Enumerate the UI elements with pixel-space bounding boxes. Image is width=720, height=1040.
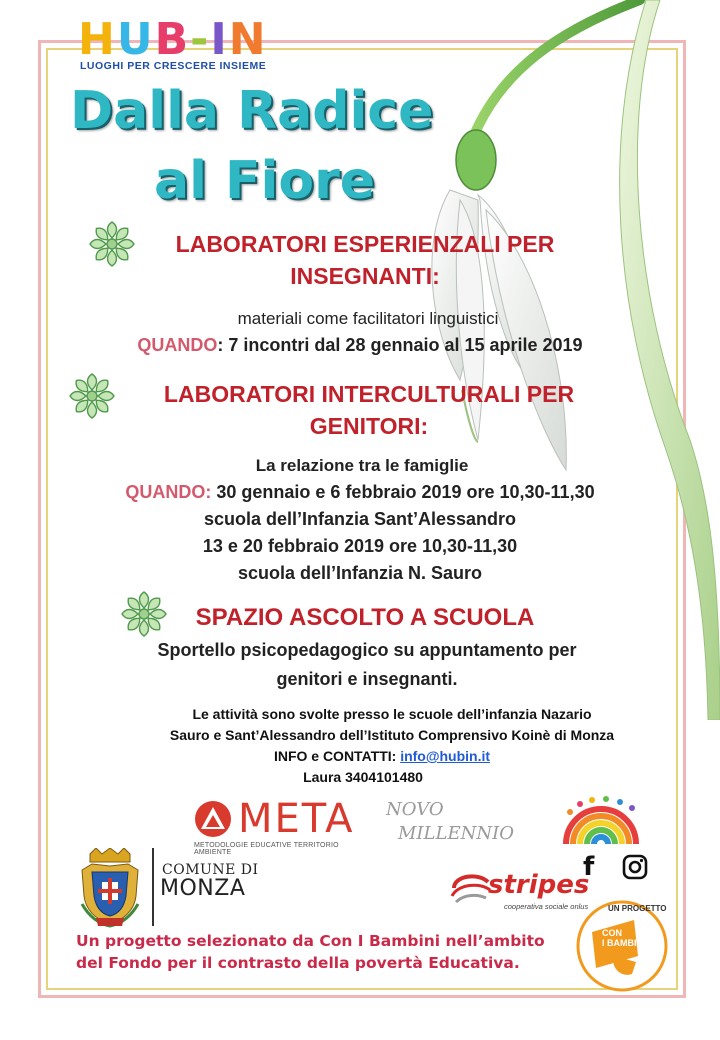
badge-line2: I BAMBINI [602,938,646,948]
meta-subtitle: METODOLOGIE EDUCATIVE TERRITORIO AMBIENTE [194,842,339,856]
section2-heading-line1: LABORATORI INTERCULTURALI PER [163,381,575,407]
comune-label: COMUNE DI [162,862,259,878]
section3-heading: SPAZIO ASCOLTO A SCUOLA [195,604,535,631]
novo-millennio-logo [386,798,514,846]
logo-letter: - [190,14,211,65]
section2-heading [124,378,614,442]
comune-divider [152,848,154,926]
info-line2: Sauro e Sant’Alessandro dell’Istituto Comprensivo Koinè di Monza [169,727,615,743]
monza-crest-icon [78,848,142,928]
section1-heading [150,228,580,292]
section1-description: materiali come facilitatori linguistici [237,309,499,328]
section2-date-line1: 30 gennaio e 6 febbraio 2019 ore 10,30-11,30 [211,482,595,502]
con-i-bambini-badge [574,898,670,999]
section3-line1: Sportello psicopedagogico su appuntamento per [157,640,577,660]
section2-school-line2: scuola dell’Infanzia N. Sauro [237,563,483,583]
section2-description: La relazione tra le famiglie [255,456,469,475]
footer-line2: del Fondo per il contrasto della povertà Educativa. [76,954,520,972]
badge-line1: CON [602,928,622,938]
title-line-1: Dalla Radice [70,81,434,141]
mandala-icon [88,220,136,268]
meta-wordmark: META [238,796,355,842]
footer-line1: Un progetto selezionato da Con I Bambini nell’ambito [76,932,545,950]
section1-when-text: : 7 incontri dal 28 gennaio al 15 aprile 2019 [217,335,583,355]
comune-city: MONZA [160,876,246,901]
mandala-icon [120,590,168,638]
footer-text [76,930,545,974]
stripes-swirl-icon [448,868,492,908]
logo-letter: H [78,14,117,65]
badge-label [602,928,646,948]
section3-line2: genitori e insegnanti. [276,669,458,689]
page-title [70,76,433,216]
section1-heading-line2: INSEGNANTI: [290,263,440,289]
email-link[interactable]: info@hubin.it [400,748,491,764]
section1-when-label: QUANDO [137,335,218,355]
contacts-label: INFO e CONTATTI: [273,748,401,764]
phone-number: Laura 3404101480 [303,769,423,785]
logo-letter: I [210,14,229,65]
section2-school-line1: scuola dell’Infanzia Sant’Alessandro [203,509,517,529]
novo-line2: MILLENNIO [398,823,514,844]
logo-tagline: LUOGHI PER CRESCERE INSIEME [80,60,267,72]
section1-text [0,306,720,358]
section2-when-label: QUANDO: [125,482,212,502]
info-line1: Le attività sono svolte presso le scuole dell’infanzia Nazario [192,706,592,722]
logo-letter: U [116,14,155,65]
facebook-icon[interactable]: f [583,852,595,882]
stripes-wordmark: stripes [488,870,590,900]
section2-heading-line2: GENITORI: [309,413,429,439]
instagram-icon[interactable] [622,854,648,880]
info-block [0,704,720,788]
section2-date-line2: 13 e 20 febbraio 2019 ore 10,30-11,30 [202,536,518,556]
section3-text [0,636,720,694]
stripes-subtitle: cooperativa sociale onlus [504,902,589,911]
mandala-icon [68,372,116,420]
section2-text [0,452,720,587]
meta-triangle-icon [194,800,232,838]
logo-letter: B [154,14,191,65]
novo-line1: NOVO [386,799,444,820]
logo-letter: N [228,14,268,65]
badge-top: UN PROGETTO [608,904,667,913]
hub-in-logo [78,14,268,65]
rainbow-logo-icon [560,796,642,846]
title-line-2: al Fiore [154,151,375,211]
section1-heading-line1: LABORATORI ESPERIENZALI PER [175,231,555,257]
